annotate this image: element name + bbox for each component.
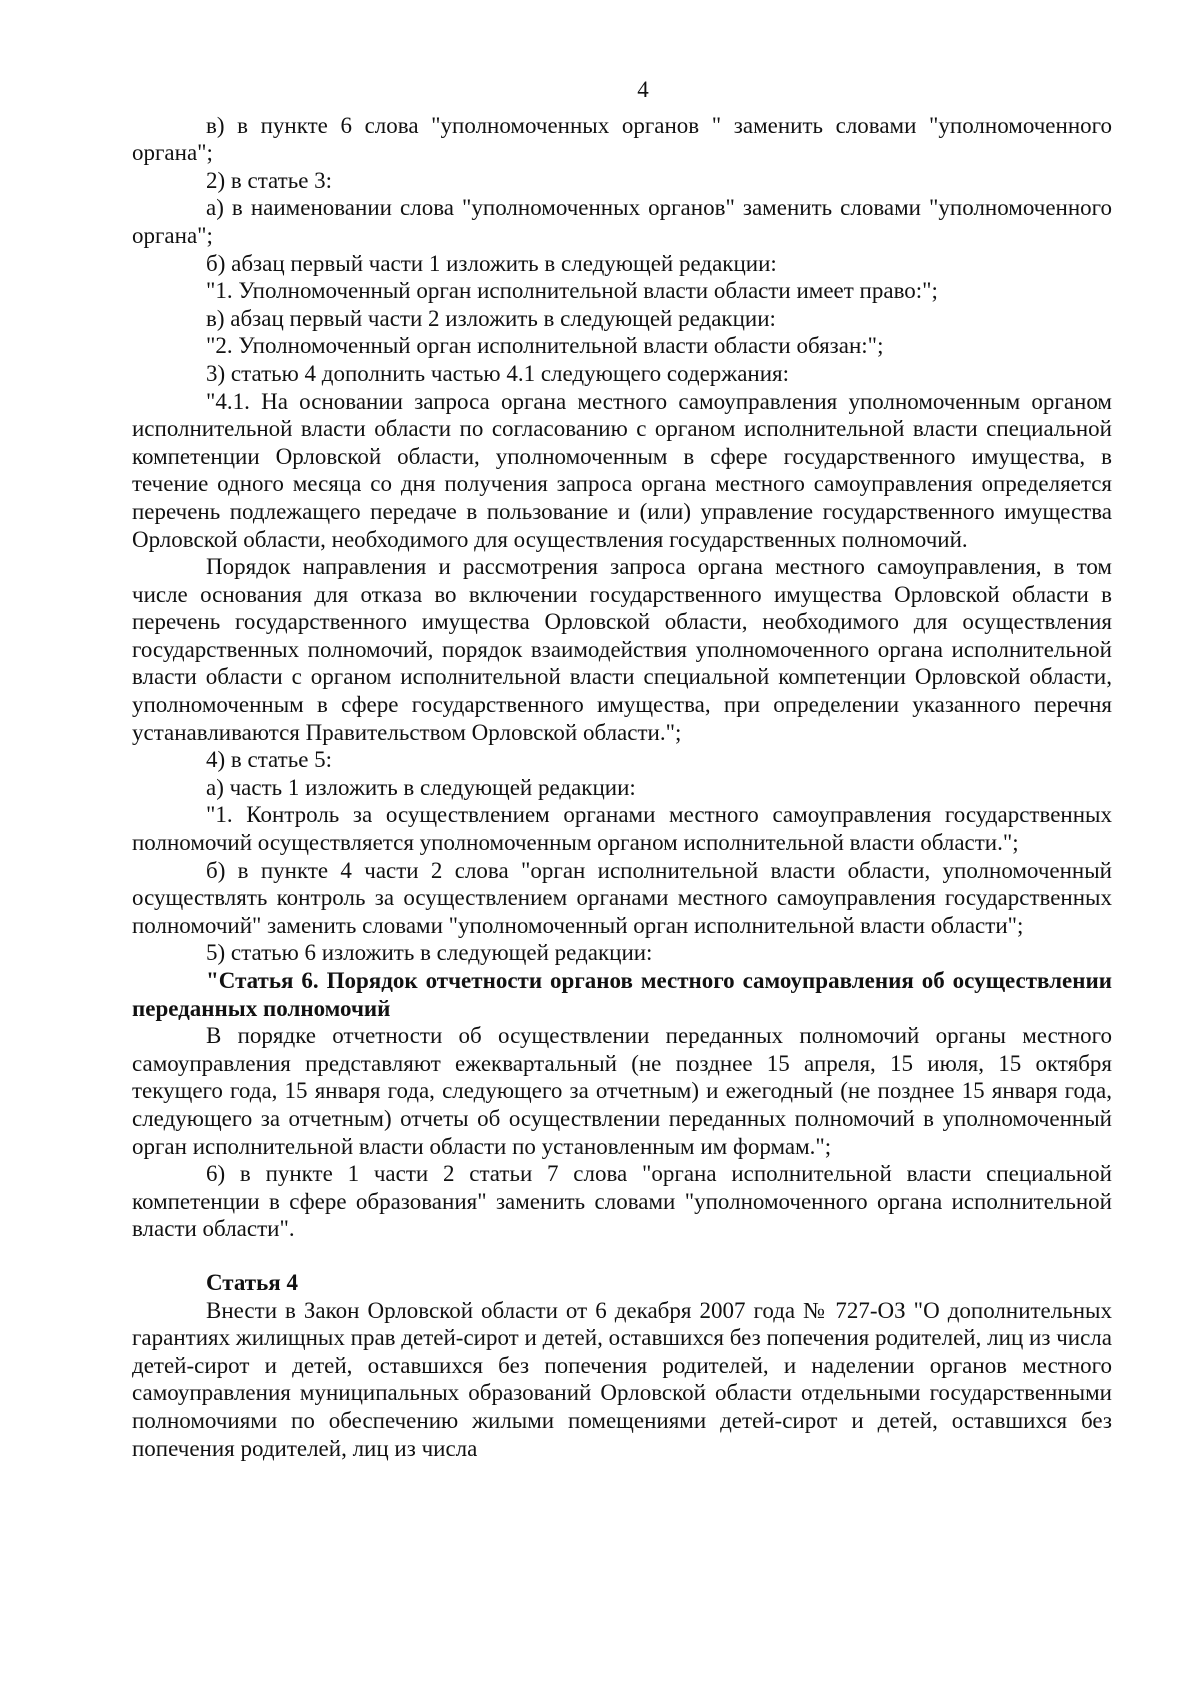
paragraph-b-part-1: б) абзац первый части 1 изложить в следующей редакции:: [206, 250, 777, 276]
paragraph-article-3: 2) в статье 3:: [206, 167, 333, 193]
paragraph-4-1: "4.1. На основании запроса органа местного самоуправления уполномоченным органом исполнительной власти области по согласованию с органом исполнительной власти специальной компетенции Орловской области, уполномоченным в сфере государственного имущества, в течение одного месяца со дня получения запроса органа местного самоуправления определяется перечень подлежащего передаче в пользование и (или) управление государственного имущества Орловской области, необходимого для осуществления государственных полномочий.: [132, 388, 1112, 552]
paragraph-reporting: В порядке отчетности об осуществлении переданных полномочий органы местного самоуправления представляют ежеквартальный (не позднее 15 апреля, 15 июля, 15 октября текущего года, 15 января года, следующего за отчетным) и ежегодный (не позднее 15 января года, следующего за отчетным) отчеты об осуществлении переданных полномочий в уполномоченный орган исполнительной власти области по установленным им формам.";: [132, 1023, 1112, 1159]
paragraph-article-5: 4) в статье 5:: [206, 747, 333, 773]
page-number: 4: [637, 77, 649, 102]
paragraph-procedure: Порядок направления и рассмотрения запроса органа местного самоуправления, в том числе основания для отказа во включении государственного имущества Орловской области в перечень государственного имущества Орловской области, необходимого для осуществления государственных полномочий, порядок взаимодействия уполномоченного органа исполнительной власти области с органом исполнительной власти специальной компетенции Орловской области, уполномоченным в сфере государственного имущества, при определении указанного перечня устанавливаются Правительством Орловской области.";: [132, 554, 1112, 745]
paragraph-quote-2: "2. Уполномоченный орган исполнительной власти области обязан:";: [206, 333, 884, 359]
paragraph-a-part-1: а) часть 1 изложить в следующей редакции:: [206, 774, 636, 800]
paragraph-6-article-7: 6) в пункте 1 части 2 статьи 7 слова "органа исполнительной власти специальной компетенции в сфере образования" заменить словами "уполномоченного органа исполнительной власти области".: [132, 1161, 1112, 1242]
paragraph-a-title: а) в наименовании слова "уполномоченных органов" заменить словами "уполномоченного органа";: [132, 195, 1112, 248]
paragraph-v-part-2: в) абзац первый части 2 изложить в следующей редакции:: [206, 305, 776, 331]
paragraph-quote-1: "1. Уполномоченный орган исполнительной власти области имеет право:";: [206, 278, 938, 304]
spacer: [132, 1243, 1112, 1269]
paragraph-article-6-title: "Статья 6. Порядок отчетности органов местного самоуправления об осуществлении переданных полномочий: [132, 968, 1112, 1021]
paragraph-b-point-4: б) в пункте 4 части 2 слова "орган исполнительной власти области, уполномоченный осуществлять контроль за осуществлением органами местного самоуправления государственных полномочий" заменить словами "уполномоченный орган исполнительной власти области";: [132, 857, 1112, 938]
article-4-heading: Статья 4: [206, 1269, 298, 1295]
paragraph-article-6: 5) статью 6 изложить в следующей редакции:: [206, 940, 653, 966]
paragraph-control: "1. Контроль за осуществлением органами местного самоуправления государственных полномочий осуществляется уполномоченным органом исполнительной власти области.";: [132, 802, 1112, 856]
paragraph-v-point-6: в) в пункте 6 слова "уполномоченных органов " заменить словами "уполномоченного органа";: [132, 112, 1112, 166]
paragraph-article-4-body: Внести в Закон Орловской области от 6 декабря 2007 года № 727-ОЗ "О дополнительных гарантиях жилищных прав детей-сирот и детей, оставшихся без попечения родителей, лиц из числа детей-сирот и детей, оставшихся без попечения родителей, и наделении органов местного самоуправления муниципальных образований Орловской области отдельными государственными полномочиями по обеспечению жилыми помещениями детей-сирот и детей, оставшихся без попечения родителей, лиц из числа: [132, 1297, 1112, 1461]
paragraph-article-4-add: 3) статью 4 дополнить частью 4.1 следующего содержания:: [206, 360, 789, 386]
